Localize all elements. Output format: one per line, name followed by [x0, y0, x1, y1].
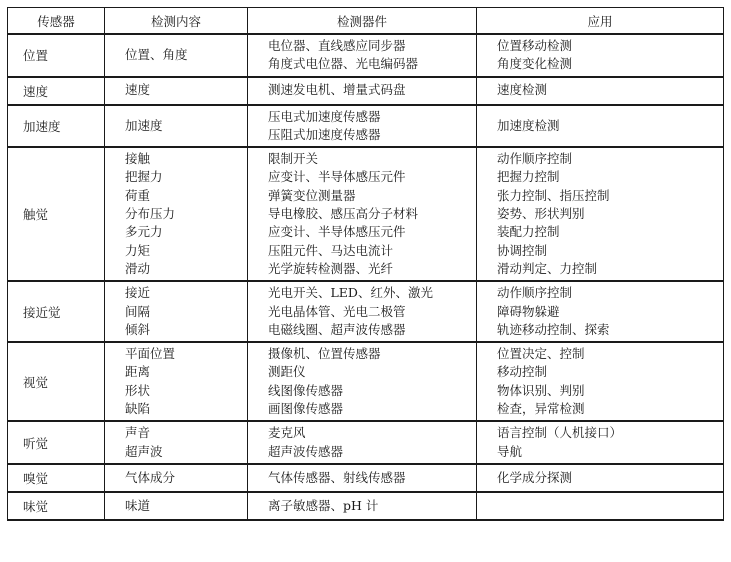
table-row: [8, 105, 724, 148]
content-cell: [105, 77, 248, 105]
content-cell: [105, 421, 248, 464]
applications-cell: [477, 281, 724, 342]
application-line: 位置移动检测: [497, 38, 573, 53]
content-cell: [105, 147, 248, 281]
device-line: 超声波传感器: [268, 443, 344, 459]
content-cell: [105, 342, 248, 421]
devices-cell: [248, 77, 477, 105]
device-line: 角度式电位器、光电编码器: [268, 56, 419, 72]
application-line: 张力控制、指压控制: [497, 187, 610, 203]
device-line: 气体传感器、射线传感器: [268, 469, 406, 485]
devices-cell: [248, 34, 477, 77]
device-line: 弹簧变位测量器: [268, 187, 356, 203]
content-line: 速度: [125, 82, 151, 98]
sensor-cell: 嗅觉: [8, 464, 105, 492]
device-line: 光电晶体管、光电二极管: [268, 303, 406, 319]
table-row: [8, 492, 724, 520]
device-line: 限制开关: [268, 151, 319, 167]
device-line: 电磁线圈、超声波传感器: [268, 321, 406, 337]
devices-cell: [248, 105, 477, 148]
content-line: 力矩: [125, 242, 151, 258]
content-line: 声音: [125, 425, 151, 441]
device-line: 光学旋转检测器、光纤: [268, 260, 394, 276]
application-line: 物体识别、判别: [497, 382, 585, 398]
sensor-cell: 位置: [8, 34, 105, 77]
application-line: 姿势、形状判别: [497, 206, 585, 222]
applications-cell: [477, 147, 724, 281]
application-line: 动作顺序控制: [497, 151, 573, 167]
table-row: [8, 342, 724, 421]
content-line: 味道: [125, 497, 151, 513]
content-line: 把握力: [125, 169, 163, 185]
application-line: 装配力控制: [497, 224, 560, 240]
devices-cell: [248, 421, 477, 464]
device-line: 线图像传感器: [268, 382, 344, 398]
content-line: 加速度: [125, 117, 163, 133]
applications-cell: [477, 464, 724, 492]
content-line: 滑动: [125, 260, 151, 276]
header-devices: 检测器件: [248, 8, 477, 35]
content-line: 形状: [125, 382, 151, 398]
devices-cell: [248, 147, 477, 281]
application-line: 障碍物躲避: [497, 303, 560, 319]
header-content: 检测内容: [105, 8, 248, 35]
table-row: [8, 281, 724, 342]
device-line: 麦克风: [268, 425, 306, 441]
sensor-cell: 味觉: [8, 492, 105, 520]
applications-cell: [477, 77, 724, 105]
content-cell: [105, 105, 248, 148]
sensor-cell: 触觉: [8, 147, 105, 281]
devices-cell: [248, 492, 477, 520]
application-line: 协调控制: [497, 242, 548, 258]
device-line: 离子敏感器、pH 计: [268, 497, 379, 513]
devices-cell: [248, 281, 477, 342]
applications-cell: [477, 105, 724, 148]
content-line: 接近: [125, 285, 151, 301]
table-row: [8, 34, 724, 77]
device-line: 压阻式加速度传感器: [268, 126, 381, 142]
application-line: 动作顺序控制: [497, 285, 573, 301]
device-line: 应变计、半导体感压元件: [268, 224, 406, 240]
device-line: 摄像机、位置传感器: [268, 346, 381, 362]
device-line: 压阻元件、马达电流计: [268, 242, 394, 258]
content-cell: [105, 34, 248, 77]
content-line: 分布压力: [125, 206, 176, 222]
application-line: 语言控制（人机接口）: [497, 425, 623, 441]
applications-cell: [477, 492, 724, 520]
device-line: 电位器、直线感应同步器: [268, 38, 406, 53]
content-line: 位置、角度: [125, 47, 188, 63]
header-sensor: 传感器: [8, 8, 105, 35]
device-line: 导电橡胶、感压高分子材料: [268, 206, 419, 222]
devices-cell: [248, 464, 477, 492]
devices-cell: [248, 342, 477, 421]
table-row: [8, 77, 724, 105]
content-line: 间隔: [125, 303, 151, 319]
applications-cell: [477, 342, 724, 421]
header-applications: 应用: [477, 8, 724, 35]
content-line: 接触: [125, 151, 151, 167]
sensor-table: [7, 7, 724, 521]
device-line: 画图像传感器: [268, 401, 344, 417]
table-row: [8, 147, 724, 281]
device-line: 测速发电机、增量式码盘: [268, 82, 406, 98]
content-line: 气体成分: [125, 469, 176, 485]
content-line: 超声波: [125, 443, 163, 459]
content-cell: [105, 464, 248, 492]
device-line: 光电开关、LED、红外、激光: [268, 285, 433, 301]
table-row: [8, 464, 724, 492]
application-line: 速度检测: [497, 82, 548, 98]
content-cell: [105, 281, 248, 342]
application-line: 移动控制: [497, 364, 548, 380]
application-line: 角度变化检测: [497, 56, 573, 72]
application-line: 把握力控制: [497, 169, 560, 185]
content-line: 倾斜: [125, 321, 151, 337]
application-line: 加速度检测: [497, 117, 560, 133]
application-line: 导航: [497, 443, 523, 459]
sensor-cell: 速度: [8, 77, 105, 105]
device-line: 测距仪: [268, 364, 306, 380]
table-body: [8, 34, 724, 520]
sensor-cell: 接近觉: [8, 281, 105, 342]
table-header: [8, 8, 724, 35]
application-line: 轨迹移动控制、探索: [497, 321, 610, 337]
device-line: 应变计、半导体感压元件: [268, 169, 406, 185]
content-line: 平面位置: [125, 346, 176, 362]
applications-cell: [477, 34, 724, 77]
sensor-cell: 加速度: [8, 105, 105, 148]
application-line: 位置决定、控制: [497, 346, 585, 362]
content-line: 多元力: [125, 224, 163, 240]
application-line: 检查，异常检测: [497, 401, 585, 417]
content-line: 缺陷: [125, 401, 151, 417]
content-line: 距离: [125, 364, 151, 380]
content-line: 荷重: [125, 187, 151, 203]
content-cell: [105, 492, 248, 520]
sensor-cell: 视觉: [8, 342, 105, 421]
table-row: [8, 421, 724, 464]
application-line: 化学成分探测: [497, 469, 573, 485]
device-line: 压电式加速度传感器: [268, 108, 381, 124]
applications-cell: [477, 421, 724, 464]
application-line: 滑动判定、力控制: [497, 260, 598, 276]
sensor-cell: 听觉: [8, 421, 105, 464]
